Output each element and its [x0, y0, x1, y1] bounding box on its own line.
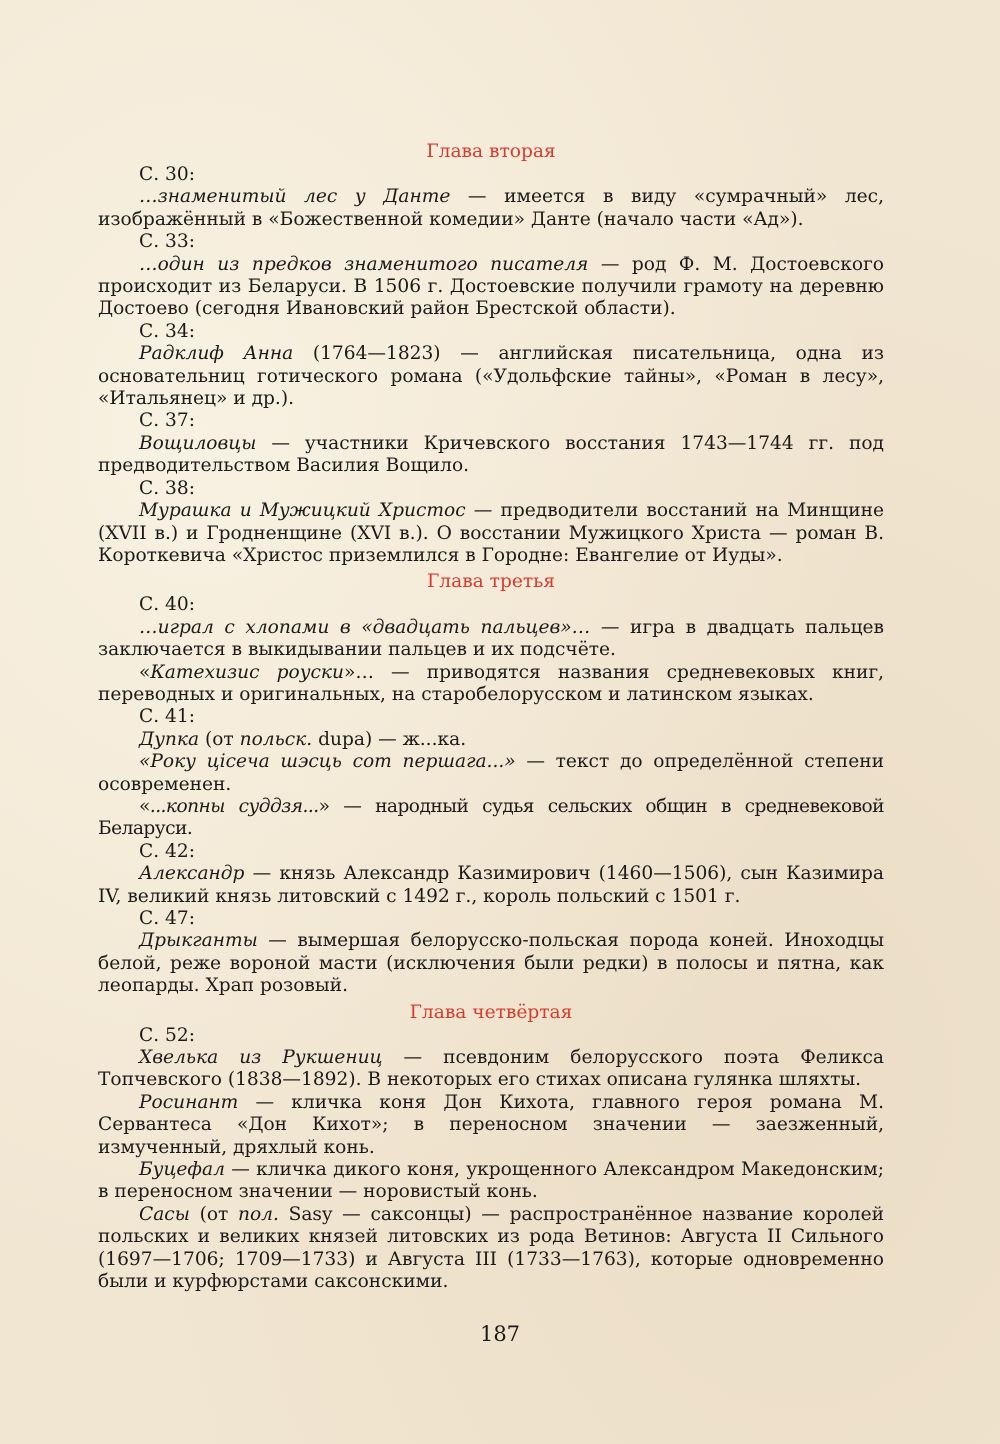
note-text: — кличка коня Дон Кихота, главного героя романа М. Сервантеса «Дон Кихот»; в переносном значении — заезженный, измученный, дряхлый конь. — [98, 1091, 884, 1158]
quote-mark: « — [139, 795, 150, 817]
note-term: ...копны суддзя... — [149, 795, 319, 817]
note-term: Хвелька из Рукшениц — [139, 1047, 383, 1069]
page-ref: С. 33: — [139, 231, 195, 253]
chapter-heading-2: Глава вторая — [426, 141, 556, 162]
note-entry — [98, 930, 884, 997]
note-text: (от — [199, 728, 240, 750]
page-ref: С. 38: — [139, 477, 195, 499]
note-entry — [98, 617, 884, 662]
note-entry — [98, 751, 884, 796]
chapter-heading-3: Глава третья — [426, 571, 555, 593]
note-text: — участники Кричевского восстания 1743—1744 гг. под предводительством Василия Вощило. — [98, 432, 884, 477]
quote-mark: « — [139, 661, 151, 683]
note-entry — [98, 863, 884, 908]
note-term: …играл с хлопами в «двадцать пальцев»… — [139, 616, 591, 638]
note-term: Дрыкганты — [139, 930, 258, 952]
page-ref: С. 47: — [139, 908, 195, 929]
note-entry — [98, 254, 884, 321]
note-term: Росинант — [139, 1091, 239, 1113]
note-entry — [98, 433, 884, 478]
note-text: — текст до определённой степени осовременен. — [98, 751, 884, 795]
note-text: Sasy — саксонцы) — распространённое название королей польских и великих князей литовских из рода Ветинов: Августа II Сильного (1697—1706; 1709—1733) и Августа III (1733—1763), которые одновременно были и курфюрстами саксонскими. — [98, 1203, 884, 1293]
note-text: (1764—1823) — английская писательница, одна из основательниц готического романа («Удольфские тайны», «Роман в лесу», «Итальянец» и др.). — [98, 343, 884, 410]
note-term: Сасы — [139, 1203, 190, 1225]
note-entry — [98, 343, 884, 410]
note-text: » — народный судья сельских общин в средневековой Беларуси. — [98, 795, 885, 840]
page-ref: С. 34: — [139, 320, 195, 342]
note-text: — предводители восстаний на Минщине (XVII в.) и Гродненщине (XVI в.). О восстании Мужицкого Христа — роман В. Короткевича «Христос приземлился в Городне: Евангелие от Иуды». — [98, 500, 884, 566]
note-entry — [98, 729, 884, 751]
language-abbr: пол. — [238, 1203, 279, 1225]
page-number: 187 — [479, 1322, 521, 1346]
note-text: dupa) — ж...ка. — [312, 728, 467, 750]
note-text: — псевдоним белорусского поэта Феликса Топчевского (1838—1892). В некоторых его стихах описана гулянка шляхты. — [98, 1047, 884, 1091]
page-ref: С. 37: — [139, 410, 195, 432]
page-ref: С. 42: — [139, 840, 195, 862]
note-entry — [98, 1092, 884, 1159]
note-entry — [98, 1047, 884, 1092]
note-term: …знаменитый лес у Данте — [139, 186, 451, 208]
page-ref: С. 41: — [139, 706, 195, 728]
page-body — [98, 140, 884, 1294]
note-term: Катехизис роуски — [150, 661, 344, 683]
note-term: «Року цісеча шэсць сот першага...» — [139, 751, 516, 773]
note-term: Мурашка и Мужицкий Христос — [139, 500, 466, 522]
note-entry — [98, 500, 884, 567]
note-text: — род Ф. М. Достоевского происходит из Беларуси. В 1506 г. Достоевские получили грамоту на деревню Достоево (сегодня Ивановский район Брестской области). — [98, 253, 884, 320]
note-entry — [98, 1159, 884, 1204]
note-term: Радклиф Анна — [139, 343, 294, 365]
note-term: Александр — [139, 863, 245, 885]
note-entry — [98, 662, 884, 707]
language-abbr: польск. — [239, 728, 313, 750]
note-term: Буцефал — [139, 1159, 225, 1181]
note-term: Вощиловцы — [139, 432, 257, 454]
note-text: — кличка дикого коня, укрощенного Александром Македонским; в переносном значении — норовистый конь. — [98, 1159, 884, 1203]
note-term: …один из предков знаменитого писателя — [139, 253, 589, 275]
note-term: Дупка — [139, 728, 200, 750]
note-text: »… — приводятся названия средневековых книг, переводных и оригинальных, на старобелорусском и латинском языках. — [98, 661, 885, 705]
page-ref: С. 30: — [139, 164, 195, 185]
chapter-heading-4: Глава четвёртая — [409, 1001, 573, 1023]
note-text: — князь Александр Казимирович (1460—1506), сын Казимира IV, великий князь литовский с 1492 г., король польский с 1501 г. — [98, 863, 884, 907]
page-ref: С. 52: — [139, 1024, 195, 1046]
note-text: — вымершая белорусско-польская порода коней. Иноходцы белой, реже вороной масти (исключения были редки) в полосы и пятна, как леопарды. Храп розовый. — [98, 930, 884, 997]
note-entry — [98, 1204, 884, 1294]
note-entry — [98, 796, 884, 841]
note-text: — игра в двадцать пальцев заключается в выкидывании пальцев и их подсчёте. — [98, 616, 884, 661]
note-entry — [98, 186, 884, 231]
note-text: — имеется в виду «сумрачный» лес, изображённый в «Божественной комедии» Данте (начало части «Ад»). — [98, 186, 885, 230]
page-ref: С. 40: — [139, 594, 195, 616]
note-text: (от — [189, 1203, 238, 1225]
